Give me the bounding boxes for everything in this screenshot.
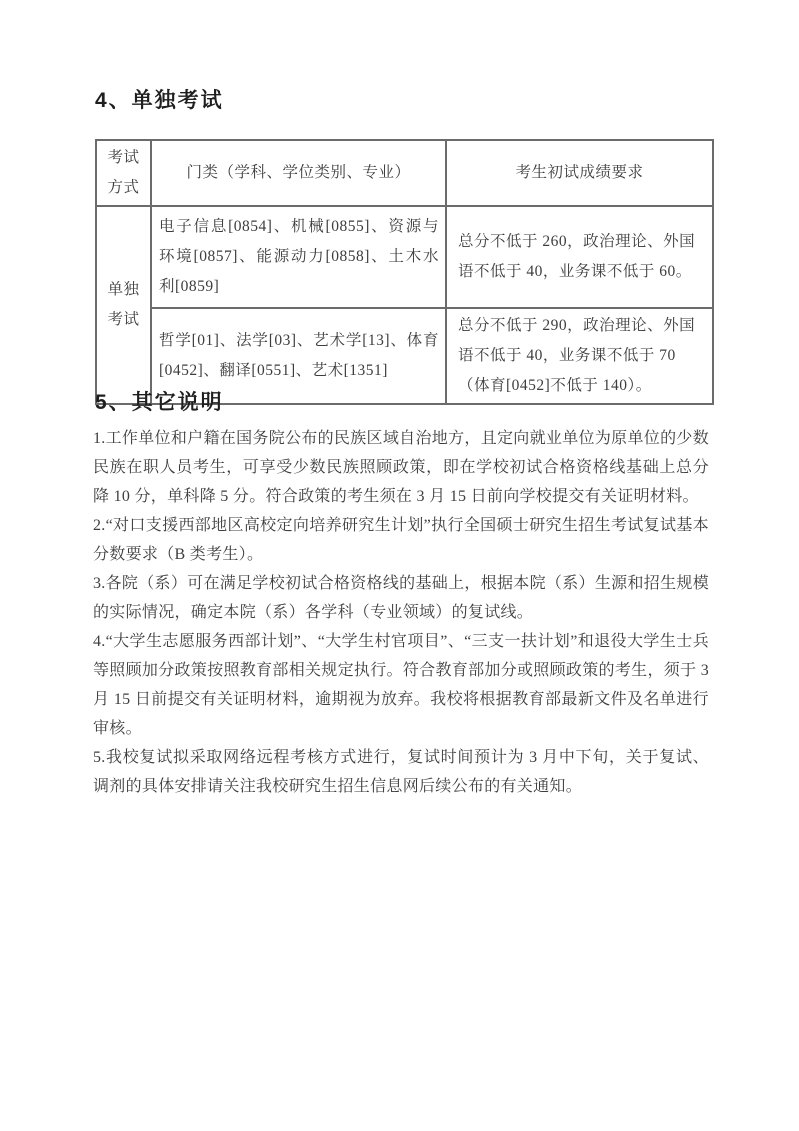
- section4-title: 4、单独考试: [95, 89, 224, 112]
- table-header-category: 门类（学科、学位类别、专业）: [151, 140, 446, 206]
- section5-title: 5、其它说明: [95, 391, 224, 414]
- note-paragraph-3: 3.各院（系）可在满足学校初试合格资格线的基础上，根据本院（系）生源和招生规模的实际情况，确定本院（系）各学科（专业领域）的复试线。: [93, 575, 709, 621]
- table-cell-categories-engineering: 电子信息[0854]、机械[0855]、资源与环境[0857]、能源动力[0858]、土木水利[0859]: [151, 206, 446, 308]
- table-header-row: [96, 140, 713, 206]
- exam-requirements-table: [95, 139, 714, 405]
- table-cell-requirement-humanities: 总分不低于 290，政治理论、外国语不低于 40，业务课不低于 70（体育[0452]不低于 140）。: [446, 308, 713, 404]
- table-cell-categories-humanities: 哲学[01]、法学[03]、艺术学[13]、体育[0452]、翻译[0551]、艺术[1351]: [151, 308, 446, 404]
- note-paragraph-5: 5.我校复试拟采取网络远程考核方式进行，复试时间预计为 3 月中下旬，关于复试、调剂的具体安排请关注我校研究生招生信息网后续公布的有关通知。: [93, 749, 709, 795]
- note-paragraph-1: 1.工作单位和户籍在国务院公布的民族区域自治地方，且定向就业单位为原单位的少数民族在职人员考生，可享受少数民族照顾政策，即在学校初试合格资格线基础上总分降 10 分，单科降 5 分。符合政策的考生须在 3 月 15 日前向学校提交有关证明材料。: [93, 430, 709, 505]
- table-cell-requirement-engineering: 总分不低于 260，政治理论、外国语不低于 40，业务课不低于 60。: [446, 206, 713, 308]
- table-row: [96, 206, 713, 308]
- note-paragraph-2: 2.“对口支援西部地区高校定向培养研究生计划”执行全国硕士研究生招生考试复试基本分数要求（B 类考生）。: [93, 517, 709, 563]
- table-cell-exam-method-label: 单独考试: [96, 206, 151, 404]
- note-paragraph-4: 4.“大学生志愿服务西部计划”、“大学生村官项目”、“三支一扶计划”和退役大学生士兵等照顾加分政策按照教育部相关规定执行。符合教育部加分或照顾政策的考生，须于 3 月 15 日前提交有关证明材料，逾期视为放弃。我校将根据教育部最新文件及名单进行审核。: [93, 633, 709, 737]
- table-header-score-requirement: 考生初试成绩要求: [446, 140, 713, 206]
- other-notes-list: [93, 424, 709, 801]
- table-header-exam-method: 考试方式: [96, 140, 151, 206]
